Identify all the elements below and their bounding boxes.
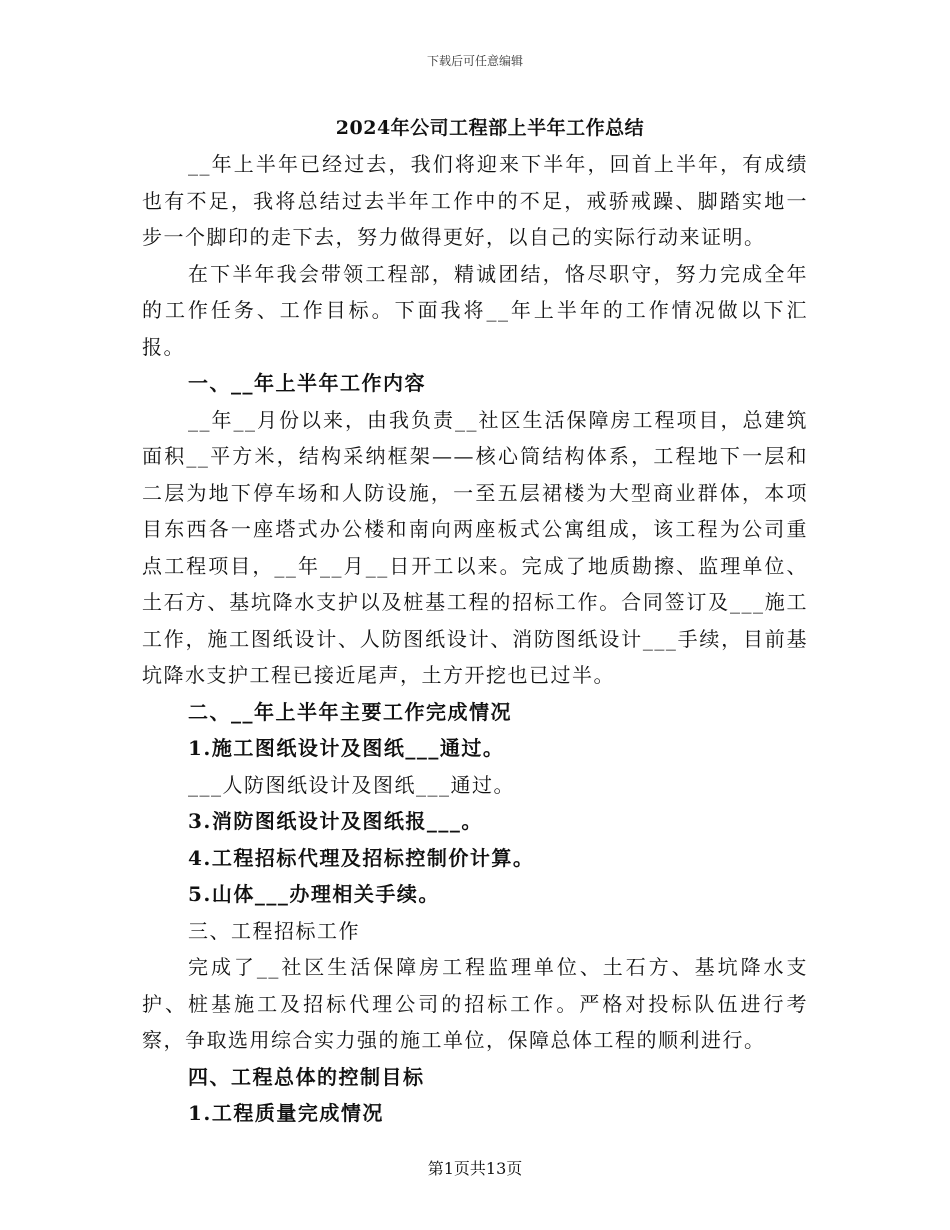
section-2-item-1: 1.施工图纸设计及图纸___通过。 xyxy=(188,736,505,760)
intro-paragraph-2: 在下半年我会带领工程部，精诚团结，恪尽职守，努力完成全年的工作任务、工作目标。下面我将__年上半年的工作情况做以下汇报。 xyxy=(142,261,808,359)
section-2-item-2: ___人防图纸设计及图纸___通过。 xyxy=(188,772,515,797)
header-note: 下载后可任意编辑 xyxy=(426,54,523,68)
page-number: 第1页共13页 xyxy=(427,1159,523,1178)
section-2-item-3: 3.消防图纸设计及图纸报___。 xyxy=(188,809,483,833)
document-title: 2024年公司工程部上半年工作总结 xyxy=(335,117,645,139)
section-1-body: __年__月份以来，由我负责__社区生活保障房工程项目，总建筑面积__平方米，结构采纳框架——核心筒结构体系，工程地下一层和二层为地下停车场和人防设施，一至五层裙楼为大型商业群体，本项目东西各一座塔式办公楼和南向两座板式公寓组成，该工程为公司重点工程项目，__年__月__日开工以来。完成了地质勘擦、监理单位、土石方、基坑降水支护以及桩基工程的招标工作。合同签订及___施工工作，施工图纸设计、人防图纸设计、消防图纸设计___手续，目前基坑降水支护工程已接近尾声，土方开挖也已过半。 xyxy=(142,407,808,687)
section-4-subheading-1: 1.工程质量完成情况 xyxy=(188,1101,384,1125)
section-3-heading: 三、工程招标工作 xyxy=(188,918,360,943)
section-4-heading: 四、工程总体的控制目标 xyxy=(188,1064,425,1089)
section-1-heading: 一、__年上半年工作内容 xyxy=(188,371,426,395)
section-2-item-5: 5.山体___办理相关手续。 xyxy=(188,882,440,906)
section-2-heading: 二、__年上半年主要工作完成情况 xyxy=(188,699,512,724)
section-3-body: 完成了__社区生活保障房工程监理单位、土石方、基坑降水支护、桩基施工及招标代理公司的招标工作。严格对投标队伍进行考察，争取选用综合实力强的施工单位，保障总体工程的顺利进行。 xyxy=(142,955,808,1052)
section-2-item-4: 4.工程招标代理及招标控制价计算。 xyxy=(188,845,535,870)
document-body xyxy=(142,110,808,1132)
intro-paragraph-1: __年上半年已经过去，我们将迎来下半年，回首上半年，有成绩也有不足，我将总结过去半年工作中的不足，戒骄戒躁、脚踏实地一步一个脚印的走下去，努力做得更好，以自己的实际行动来证明。 xyxy=(142,152,808,249)
